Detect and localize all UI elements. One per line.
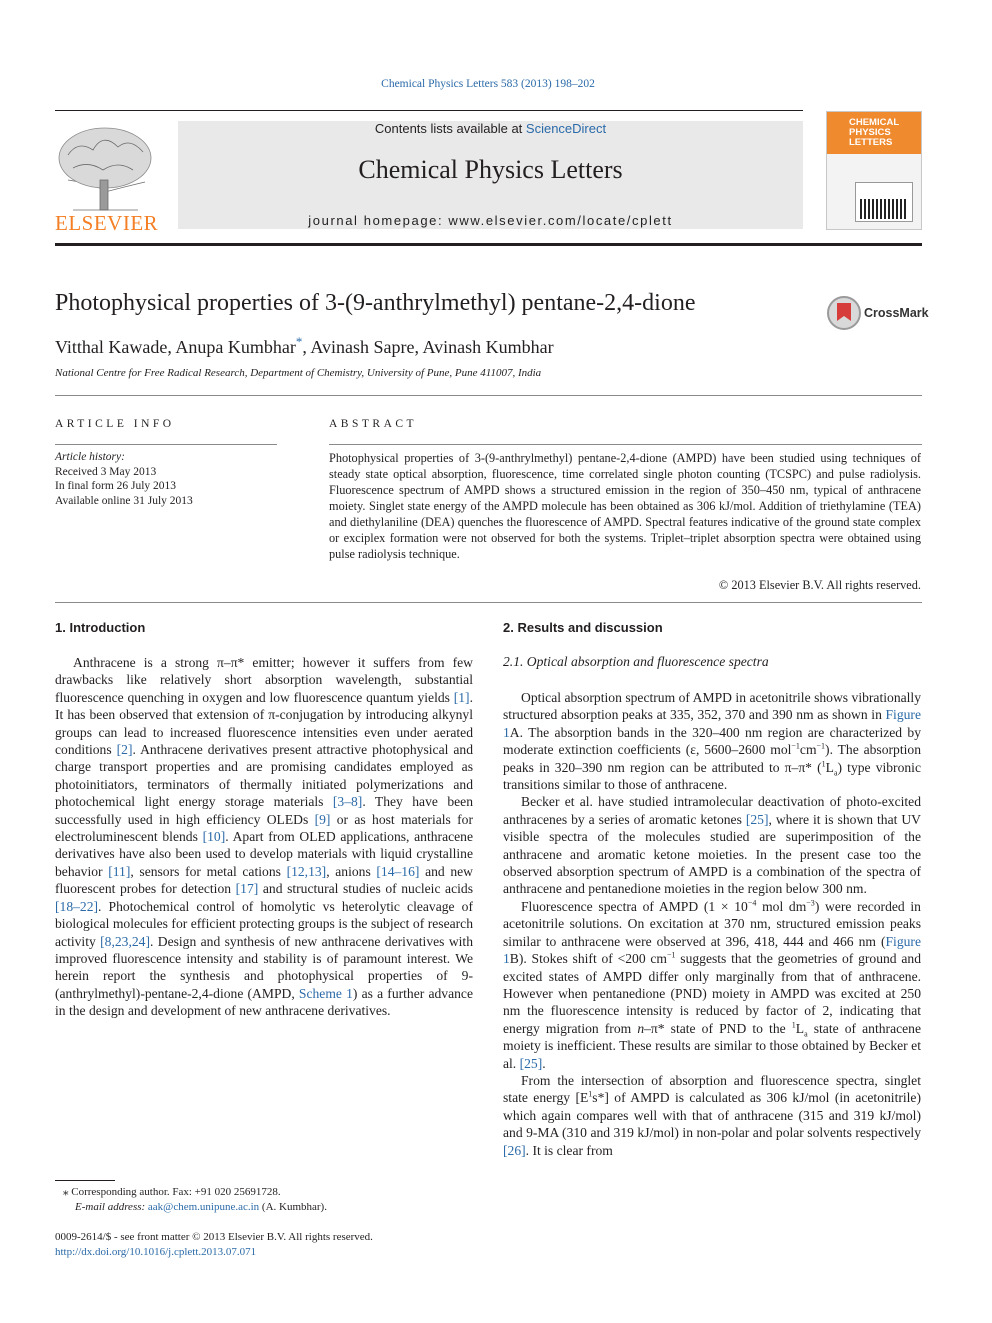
cover-title: CHEMICAL PHYSICS LETTERS (849, 117, 899, 148)
journal-citation[interactable]: Chemical Physics Letters 583 (2013) 198–202 (381, 78, 595, 90)
section-heading-results: 2. Results and discussion (503, 620, 663, 635)
paper-title: Photophysical properties of 3-(9-anthrylmethyl) pentane-2,4-dione (55, 290, 696, 316)
journal-title: Chemical Physics Letters (358, 155, 623, 184)
doi-link[interactable]: http://dx.doi.org/10.1016/j.cplett.2013.07.071 (55, 1246, 257, 1258)
journal-homepage[interactable]: journal homepage: www.elsevier.com/locate/cplett (308, 213, 673, 228)
crossmark-label: CrossMark (864, 306, 929, 320)
author-list: Vitthal Kawade, Anupa Kumbhar*, Avinash Sapre, Avinash Kumbhar (55, 334, 554, 357)
sciencedirect-link[interactable]: ScienceDirect (525, 121, 607, 136)
abstract-text: Photophysical properties of 3-(9-anthrylmethyl) pentane-2,4-dione (AMPD) have been studied using techniques of steady state optical absorption, fluorescence, time correlated single photon counting (TCSPC) and pulse radiolysis. Fluorescence spectrum of AMPD shows a structured emission in the region of 350–450 nm, typical of anthracene moiety. Singlet state energy of the AMPD molecule has been obtained as 306 kJ/mol. Addition of triethylamine (TEA) and diethylaniline (DEA) quenches the fluorescence of AMPD. Spectral features indicative of the ground state complex or exciplex formation were not observed for both the systems. Triplet–triplet absorption spectra were obtained using pulse radiolysis technique. (329, 451, 921, 561)
header-top-rule (55, 110, 803, 111)
journal-cover-thumbnail[interactable] (826, 111, 922, 230)
copyright-notice: © 2013 Elsevier B.V. All rights reserved. (718, 578, 921, 592)
section-heading-introduction: 1. Introduction (55, 620, 146, 635)
crossmark-badge[interactable] (826, 295, 929, 335)
introduction-body: Anthracene is a strong π–π* emitter; however it suffers from few drawbacks like relatively short absorption wavelength, substantial fluorescence quenching in oxygen and low fluorescence quantum yields [1]. It has been observed that extension of π-conjugation by introducing alkynyl groups can lead to increased fluorescence intensities even under aerated conditions [2]. Anthracene derivatives present attractive photophysical and charge transport properties and are promising candidates employed as photoinitiators, terminators of thermally initiated polymerizations and photochemical light energy storage materials [3–8]. They have been successfully used in high efficiency OLEDs [9] or as host materials for electroluminescent blends [10]. Apart from OLED applications, anthracene derivatives have also been used to develop materials with liquid crystalline behavior [11], sensors for metal cations [12,13], anions [14–16] and new fluorescent probes for detection [17] and structural studies of nucleic acids [18–22]. Photochemical control of homolytic vs heterolytic cleavage of biological molecules for efficient protecting groups is the subject of research activity [8,23,24]. Design and synthesis of new anthracene derivatives with improved fluorescence intensity and stability is of paramount interest. We herein report the synthesis and photophysical properties of 9-(anthrylmethyl)-pentane-2,4-dione (AMPD, Scheme 1) as a further advance in the design and development of new anthracene derivatives. (55, 655, 473, 1019)
corresponding-author-footnote: ⁎ Corresponding author. Fax: +91 020 25691728. E-mail address: aak@chem.unipune.ac.in (A. Kumbhar). (63, 1186, 327, 1213)
author-email-link[interactable]: aak@chem.unipune.ac.in (147, 1201, 260, 1213)
divider (329, 444, 922, 445)
divider (55, 444, 277, 445)
corresponding-author-mark[interactable]: * (295, 334, 303, 349)
subsection-heading: 2.1. Optical absorption and fluorescence spectra (503, 654, 769, 669)
front-matter: 0009-2614/$ - see front matter © 2013 Elsevier B.V. All rights reserved. http://dx.doi.org/10.1016/j.cplett.2013.07.071 (55, 1231, 373, 1258)
divider (55, 395, 922, 396)
divider (55, 602, 922, 603)
contents-line: Contents lists available at ScienceDirect (374, 121, 607, 136)
abstract-heading: ABSTRACT (329, 418, 418, 430)
affiliation: National Centre for Free Radical Research, Department of Chemistry, University of Pune, Pune 411007, India (55, 367, 542, 379)
elsevier-wordmark[interactable]: ELSEVIER (55, 211, 159, 235)
crossmark-icon (826, 295, 862, 331)
article-info-heading: ARTICLE INFO (55, 418, 175, 430)
header-thick-rule (55, 243, 922, 246)
footnote-rule (55, 1180, 115, 1181)
article-history: Article history: Received 3 May 2013 In final form 26 July 2013 Available online 31 July 2013 (55, 451, 193, 507)
results-body: Optical absorption spectrum of AMPD in acetonitrile shows vibrationally structured absorption peaks at 335, 352, 370 and 390 nm as shown in Figure 1A. The absorption bands in the 320–400 nm region are characterized by moderate extinction coefficients (ε, 5600–2600 $mol^{-1}cm^{-1}$). The absorption peaks in 320–390 nm region can be attributed to π–π* $(^1L_a)$ type vibronic transitions similar to those of anthracene. Becker et al. have studied intramolecular deactivation of photo-excited anthracenes by a series of aromatic ketones [25], where it is shown that UV visible spectra of the molecules studied are superimposition of the anthracene and aromatic ketone moieties. In the present case too the observed absorption spectrum of AMPD is a combination of the spectra of anthracene and pentanedione moieties in the region below 300 nm. Fluorescence spectra of AMPD ($1 \times 10^{-4}$ mol $dm^{-3}$) were recorded in acetonitrile solutions. On excitation at 370 nm, structured emission peaks similar to anthracene were observed at 396, 418, 444 and 466 nm (Figure 1B). Stokes shift of <200 $cm^{-1}$ suggests that the geometries of ground and excited states of AMPD differ only marginally from that of anthracene. However when pentanedione (PND) moiety in AMPD was excited at 250 nm the fluorescence intensity is reduced by factor of 2, indicating that energy migration from n–π* state of PND to the $^1L_a$ state of anthracene moiety is inefficient. These results are similar to those obtained by Becker et al. [25]. From the intersection of absorption and fluorescence spectra, singlet state energy $[E^1s*]$ of AMPD is calculated as 306 kJ/mol (in acetonitrile) which again compares well with that of anthracene (315 and 319 kJ/mol) and 9-MA (310 and 319 kJ/mol) in non-polar and polar solvents respectively [26]. It is clear from (503, 690, 922, 1158)
